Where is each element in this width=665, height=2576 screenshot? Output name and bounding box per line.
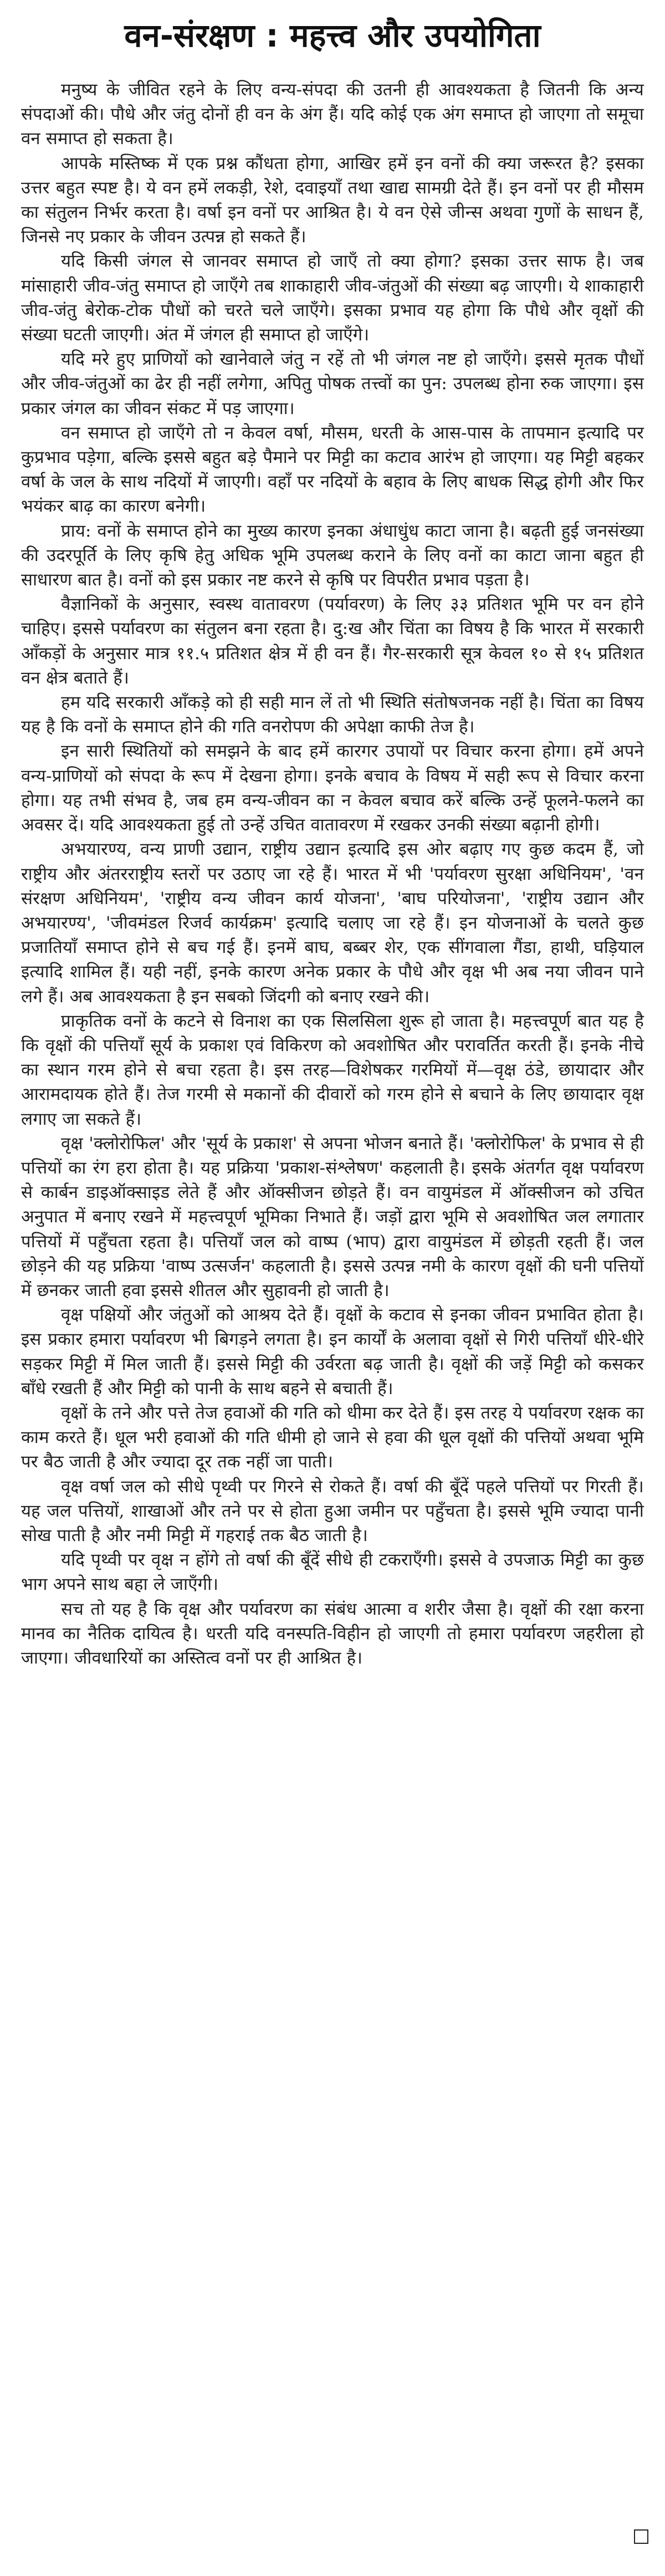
paragraph: वृक्ष पक्षियों और जंतुओं को आश्रय देते हैं। वृक्षों के कटाव से इनका जीवन प्रभावित होता है। इस प्रकार हमारा पर्यावरण भी बिगड़ने लगता है। इन कार्यों के अलावा वृक्षों से गिरी पत्तियाँ धीरे-धीरे सड़कर मिट्टी में मिल जाती हैं। इससे मिट्टी की उर्वरता बढ़ जाती है। वृक्षों की जड़ें मिट्टी को कसकर बाँधे रखती हैं और मिट्टी को पानी के साथ बहने से बचाती हैं। <box>21 1305 644 1399</box>
paragraph: सच तो यह है कि वृक्ष और पर्यावरण का संबंध आत्मा व शरीर जैसा है। वृक्षों की रक्षा करना मानव का नैतिक दायित्व है। धरती यदि वनस्पति-विहीन हो जाएगी तो हमारा पर्यावरण जहरीला हो जाएगा। जीवधारियों का अस्तित्व वनों पर ही आश्रित है। <box>21 1599 644 1668</box>
paragraph: यदि मरे हुए प्राणियों को खानेवाले जंतु न रहें तो भी जंगल नष्ट हो जाएँगे। इससे मृतक पौधों और जीव-जंतुओं का ढेर ही नहीं लगेगा, अपितु पोषक तत्त्वों का पुन: उपलब्ध होना रुक जाएगा। इस प्रकार जंगल का जीवन संकट में पड़ जाएगा। <box>21 349 644 419</box>
paragraph: वैज्ञानिकों के अनुसार, स्वस्थ वातावरण (पर्यावरण) के लिए ३३ प्रतिशत भूमि पर वन होने चाहिए। इससे पर्यावरण का संतुलन बना रहता है। दु:ख और चिंता का विषय है कि भारत में सरकारी आँकड़ों के अनुसार मात्र ११.५ प्रतिशत क्षेत्र में ही वन हैं। गैर-सरकारी सूत्र केवल १० से १५ प्रतिशत वन क्षेत्र बताते हैं। <box>21 594 644 688</box>
paragraph: वृक्ष वर्षा जल को सीधे पृथ्वी पर गिरने से रोकते हैं। वर्षा की बूँदें पहले पत्तियों पर गिरती हैं। यह जल पत्तियों, शाखाओं और तने पर से होता हुआ जमीन पर पहुँचता है। इससे भूमि ज्यादा पानी सोख पाती है और नमी मिट्टी में गहराई तक बैठ जाती है। <box>21 1476 644 1545</box>
paragraph: यदि किसी जंगल से जानवर समाप्त हो जाएँ तो क्या होगा? इसका उत्तर साफ है। जब मांसाहारी जीव-जंतु समाप्त हो जाएँगे तब शाकाहारी जीव-जंतुओं की संख्या बढ़ जाएगी। ये शाकाहारी जीव-जंतु बेरोक-टोक पौधों को चरते चले जाएँगे। इसका प्रभाव यह होगा कि पौधे और वृक्षों की संख्या घटती जाएगी। अंत में जंगल ही समाप्त हो जाएँगे। <box>21 251 644 345</box>
paragraph: वृक्ष 'क्लोरोफिल' और 'सूर्य के प्रकाश' से अपना भोजन बनाते हैं। 'क्लोरोफिल' के प्रभाव से ही पत्तियों का रंग हरा होता है। यह प्रक्रिया 'प्रकाश-संश्लेषण' कहलाती है। इसके अंतर्गत वृक्ष पर्यावरण से कार्बन डाइऑक्साइड लेते हैं और ऑक्सीजन छोड़ते हैं। वन वायुमंडल में ऑक्सीजन को उचित अनुपात में बनाए रखने में महत्त्वपूर्ण भूमिका निभाते हैं। जड़ों द्वारा भूमि से अवशोषित जल लगातार पत्तियों में पहुँचता रहता है। पत्तियाँ जल को वाष्प (भाप) द्वारा वायुमंडल में छोड़ती रहती हैं। जल छोड़ने की यह प्रक्रिया 'वाष्प उत्सर्जन' कहलाती है। इससे उत्पन्न नमी के कारण वृक्षों की घनी पत्तियों में छनकर जाती हवा इससे शीतल और सुहावनी हो जाती है। <box>21 1133 644 1300</box>
paragraph: इन सारी स्थितियों को समझने के बाद हमें कारगर उपायों पर विचार करना होगा। हमें अपने वन्य-प्राणियों को संपदा के रूप में देखना होगा। इनके बचाव के विषय में सही रूप से विचार करना होगा। यह तभी संभव है, जब हम वन्य-जीवन का न केवल बचाव करें बल्कि उन्हें फूलने-फलने का अवसर दें। यदि आवश्यकता हुई तो उन्हें उचित वातावरण में रखकर उनकी संख्या बढ़ानी होगी। <box>21 741 644 835</box>
end-of-article-square-icon <box>634 2529 648 2544</box>
paragraph: मनुष्य के जीवित रहने के लिए वन्य-संपदा की उतनी ही आवश्यकता है जितनी कि अन्य संपदाओं की। पौधे और जंतु दोनों ही वन के अंग हैं। यदि कोई एक अंग समाप्त हो जाएगा तो समूचा वन समाप्त हो सकता है। <box>21 80 644 149</box>
paragraph: यदि पृथ्वी पर वृक्ष न होंगे तो वर्षा की बूँदें सीधे ही टकराएँगी। इससे वे उपजाऊ मिट्टी का कुछ भाग अपने साथ बहा ले जाएँगी। <box>21 1550 644 1595</box>
paragraph: अभयारण्य, वन्य प्राणी उद्यान, राष्ट्रीय उद्यान इत्यादि इस ओर बढ़ाए गए कुछ कदम हैं, जो राष्ट्रीय और अंतरराष्ट्रीय स्तरों पर उठाए जा रहे हैं। भारत में भी 'पर्यावरण सुरक्षा अधिनियम', 'वन संरक्षण अधिनियम', 'राष्ट्रीय वन्य जीवन कार्य योजना', 'बाघ परियोजना', 'राष्ट्रीय उद्यान और अभयारण्य', 'जीवमंडल रिजर्व कार्यक्रम' इत्यादि चलाए जा रहे हैं। इन योजनाओं के चलते कुछ प्रजातियाँ समाप्त होने से बच गई हैं। इनमें बाघ, बब्बर शेर, एक सींगवाला गैंडा, हाथी, घड़ियाल इत्यादि शामिल हैं। यही नहीं, इनके कारण अनेक प्रकार के पौधे और वृक्ष भी अब नया जीवन पाने लगे हैं। अब आवश्यकता है इन सबको जिंदगी को बनाए रखने की। <box>21 839 644 1007</box>
paragraph: प्राकृतिक वनों के कटने से विनाश का एक सिलसिला शुरू हो जाता है। महत्त्वपूर्ण बात यह है कि वृक्षों की पत्तियाँ सूर्य के प्रकाश एवं विकिरण को अवशोषित और परावर्तित करती हैं। इनके नीचे का स्थान गरम होने से बचा रहता है। इस तरह—विशेषकर गरमियों में—वृक्ष ठंडे, छायादार और आरामदायक होते हैं। तेज गरमी से मकानों की दीवारों को गरम होने से बचाने के लिए छायादार वृक्ष लगाए जा सकते हैं। <box>21 1011 644 1129</box>
paragraph: वृक्षों के तने और पत्ते तेज हवाओं की गति को धीमा कर देते हैं। इस तरह ये पर्यावरण रक्षक का काम करते हैं। धूल भरी हवाओं की गति धीमी हो जाने से हवा की धूल वृक्षों की पत्तियों अथवा भूमि पर बैठ जाती है और ज्यादा दूर तक नहीं जा पाती। <box>21 1402 644 1472</box>
essay-body <box>21 78 644 1670</box>
paragraph: हम यदि सरकारी आँकड़े को ही सही मान लें तो भी स्थिति संतोषजनक नहीं है। चिंता का विषय यह है कि वनों के समाप्त होने की गति वनरोपण की अपेक्षा काफी तेज है। <box>21 692 644 737</box>
paragraph: वन समाप्त हो जाएँगे तो न केवल वर्षा, मौसम, धरती के आस-पास के तापमान इत्यादि पर कुप्रभाव पड़ेगा, बल्कि इससे बहुत बड़े पैमाने पर मिट्टी का कटाव आरंभ हो जाएगा। यह मिट्टी बहकर वर्षा के जल के साथ नदियों में जाएगी। वहाँ पर नदियों के बहाव के लिए बाधक सिद्ध होगी और फिर भयंकर बाढ़ का कारण बनेगी। <box>21 422 644 517</box>
page-title: वन-संरक्षण : महत्त्व और उपयोगिता <box>124 17 541 54</box>
paragraph: प्राय: वनों के समाप्त होने का मुख्य कारण इनका अंधाधुंध काटा जाना है। बढ़ती हुई जनसंख्या की उदरपूर्ति के लिए कृषि हेतु अधिक भूमि उपलब्ध कराने के लिए वनों का काटा जाना बहुत ही साधारण बात है। वनों को इस प्रकार नष्ट करने से कृषि पर विपरीत प्रभाव पड़ता है। <box>21 521 644 590</box>
paragraph: आपके मस्तिष्क में एक प्रश्न कौंधता होगा, आखिर हमें इन वनों की क्या जरूरत है? इसका उत्तर बहुत स्पष्ट है। ये वन हमें लकड़ी, रेशे, दवाइयाँ तथा खाद्य सामग्री देते हैं। इन वनों पर ही मौसम का संतुलन निर्भर करता है। वर्षा इन वनों पर आश्रित है। ये वन ऐसे जीन्स अथवा गुणों के साधन हैं, जिनसे नए प्रकार के जीवन उत्पन्न हो सकते हैं। <box>21 153 644 247</box>
